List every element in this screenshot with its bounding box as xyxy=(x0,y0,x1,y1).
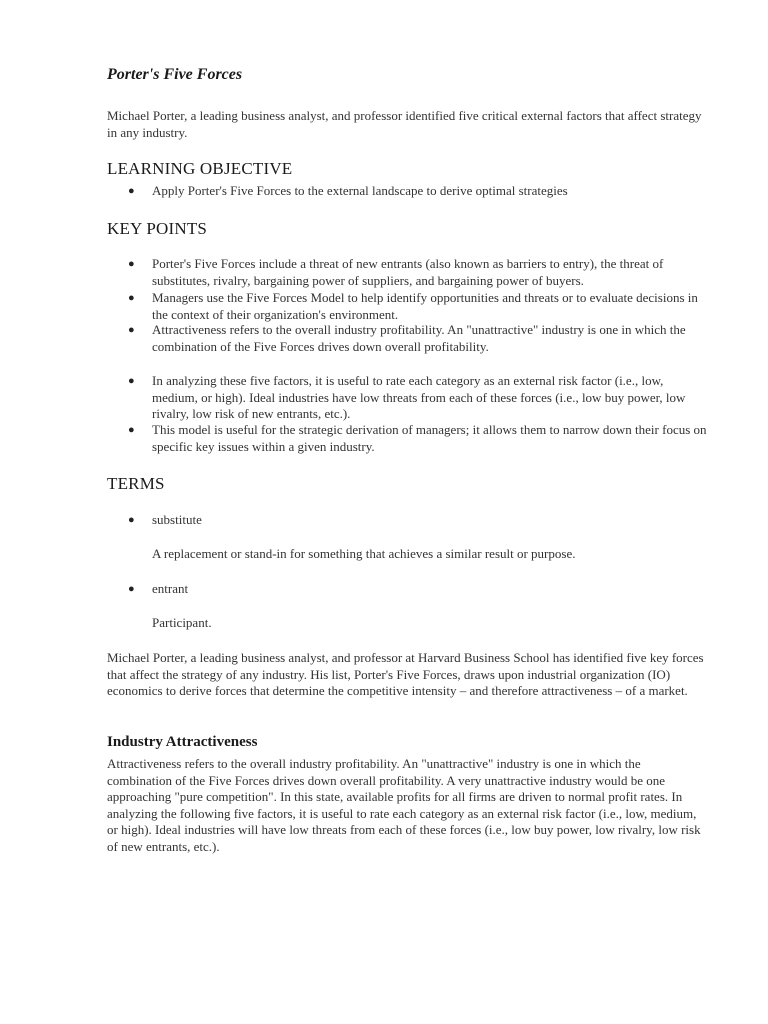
list-item: ● Apply Porter's Five Forces to the external landscape to derive optimal strategies xyxy=(128,183,568,198)
list-item: ● Managers use the Five Forces Model to help identify opportunities and threats or to evaluate decisions in the context of their organization's environment. xyxy=(128,290,698,322)
term-item xyxy=(128,581,707,598)
key-points-heading: KEY POINTS xyxy=(107,219,208,238)
bullet-icon: ● xyxy=(128,292,135,304)
bullet-icon: ● xyxy=(128,258,135,270)
bullet-icon: ● xyxy=(128,185,135,197)
list-item: ● This model is useful for the strategic derivation of managers; it allows them to narrow down their focus on specific key issues within a given industry. xyxy=(128,422,707,454)
term-definition: A replacement or stand-in for something that achieves a similar result or purpose. xyxy=(152,546,576,561)
page-title: Porter's Five Forces xyxy=(107,66,243,83)
terms-heading: TERMS xyxy=(107,474,165,493)
term-name: substitute xyxy=(152,512,202,527)
bullet-icon: ● xyxy=(128,375,135,387)
list-item: ● Attractiveness refers to the overall industry profitability. An "unattractive" industry is one in which the combination of the Five Forces drives down overall profitability. xyxy=(128,322,686,354)
term-name: entrant xyxy=(152,581,189,596)
industry-attractiveness-paragraph: Attractiveness refers to the overall industry profitability. An "unattractive" industry is one in which the combination of the Five Forces drives down overall profitability. A very unattractive industry would be one approaching "pure competition". In this state, available profits for all firms are driven to normal profit rates. In analyzing the following five factors, it is useful to rate each category as an external risk factor (i.e., low, medium, or high). Ideal industries will have low threats from each of these forces (i.e., low buy power, low rivalry, low risk of new entrants, etc.). xyxy=(107,756,701,854)
learning-objective-heading: LEARNING OBJECTIVE xyxy=(107,159,293,178)
bullet-icon: ● xyxy=(128,583,135,595)
body-paragraph: Michael Porter, a leading business analyst, and professor at Harvard Business School has identified five key forces that affect the strategy of any industry. His list, Porter's Five Forces, draws upon industrial organization (IO) economics to derive forces that determine the competitive intensity – and therefore attractiveness – of a market. xyxy=(107,650,704,698)
bullet-icon: ● xyxy=(128,324,135,336)
bullet-icon: ● xyxy=(128,424,135,436)
term-definition: Participant. xyxy=(152,615,212,630)
intro-paragraph: Michael Porter, a leading business analyst, and professor identified five critical external factors that affect strategy in any industry. xyxy=(107,108,702,140)
list-item: ● In analyzing these five factors, it is useful to rate each category as an external risk factor (i.e., low, medium, or high). Ideal industries have low threats from each of these forces (i.e., low buy power, low rivalry, low risk of new entrants, etc.). xyxy=(128,373,686,421)
term-item xyxy=(128,512,707,529)
industry-attractiveness-heading: Industry Attractiveness xyxy=(107,734,258,750)
bullet-icon: ● xyxy=(128,514,135,526)
list-item: ● Porter's Five Forces include a threat of new entrants (also known as barriers to entry), the threat of substitutes, rivalry, bargaining power of suppliers, and bargaining power of buyers. xyxy=(128,256,664,288)
